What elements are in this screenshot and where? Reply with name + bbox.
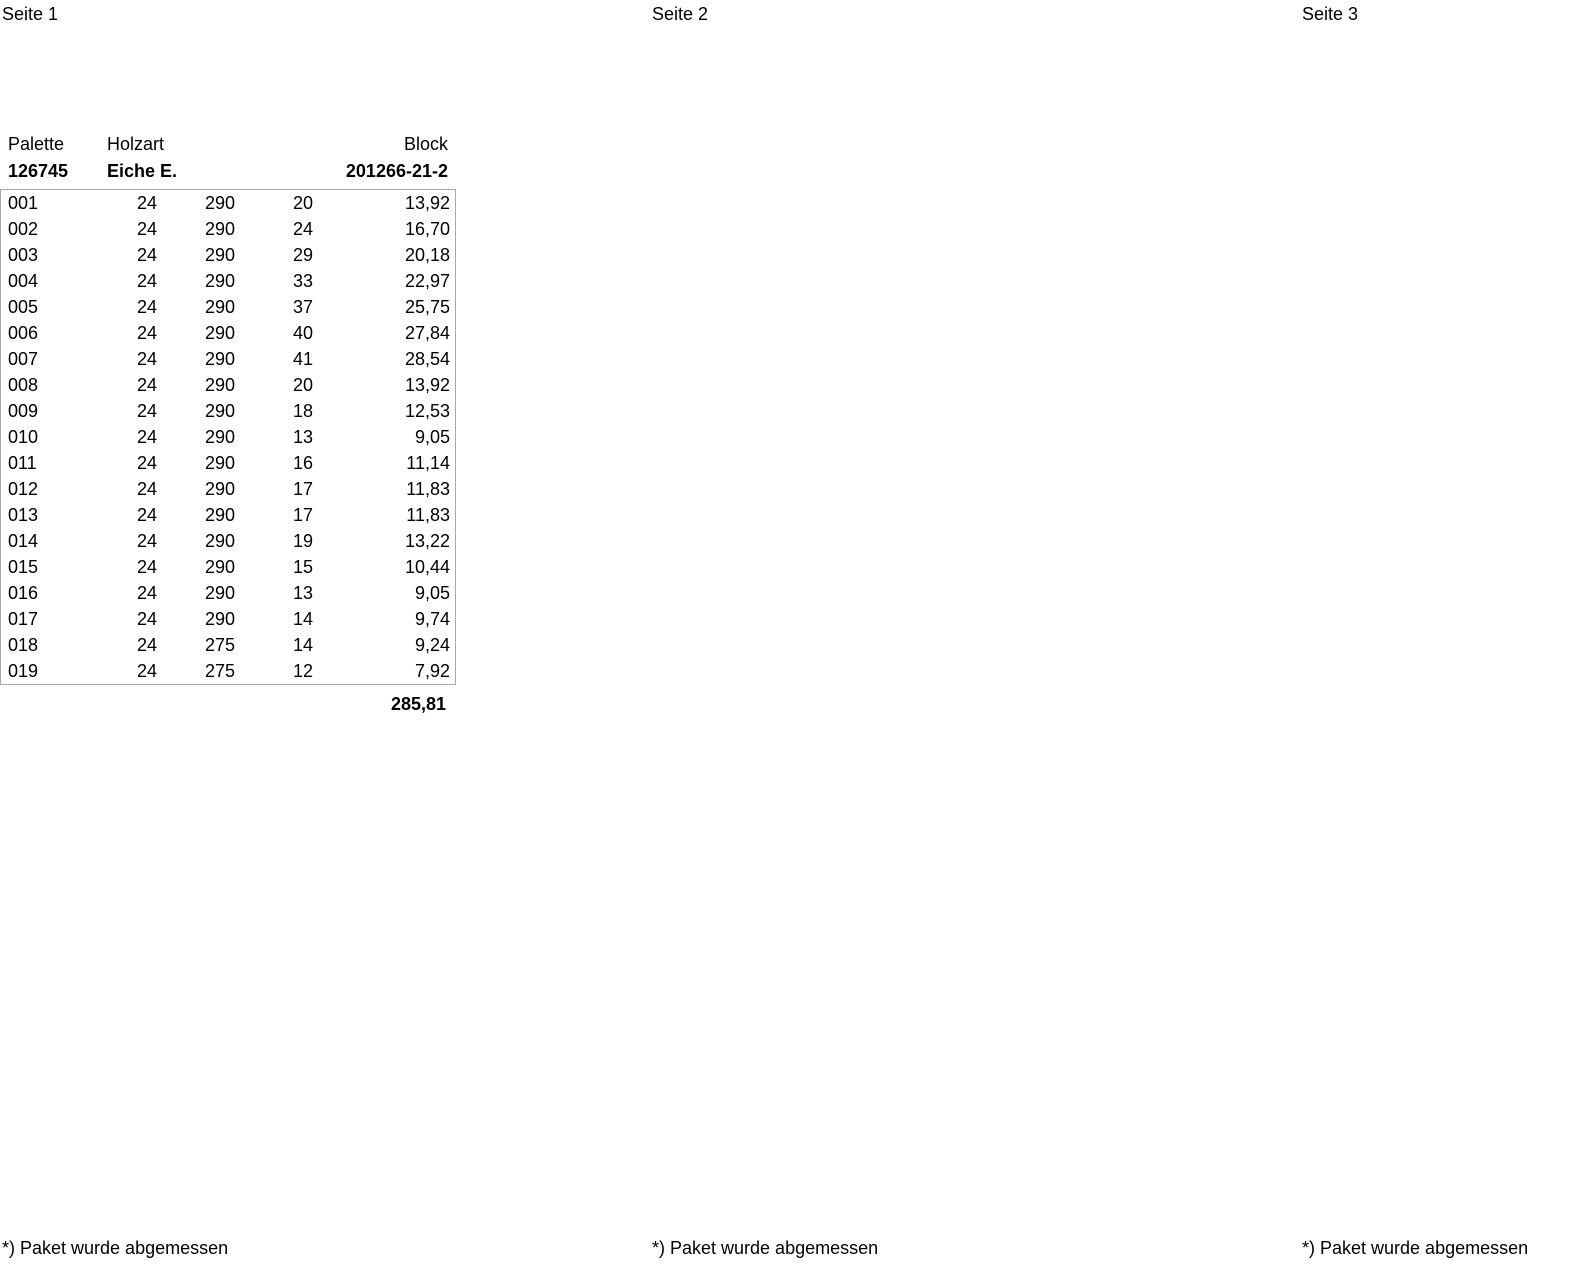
row-value-a: 24 bbox=[136, 349, 157, 369]
row-number: 009 bbox=[8, 401, 39, 421]
row-volume: 11,14 bbox=[406, 453, 450, 473]
table-row bbox=[1, 346, 455, 372]
table-row bbox=[1, 528, 455, 554]
table-row bbox=[1, 216, 455, 242]
row-volume: 25,75 bbox=[404, 297, 450, 317]
row-number: 005 bbox=[8, 297, 39, 317]
row-value-b: 290 bbox=[204, 297, 235, 317]
row-volume: 20,18 bbox=[404, 245, 450, 265]
row-value-c: 15 bbox=[292, 557, 313, 577]
row-value-a: 24 bbox=[136, 583, 157, 603]
row-value-c: 24 bbox=[292, 219, 313, 239]
row-value-a: 24 bbox=[136, 401, 157, 421]
row-number: 007 bbox=[8, 349, 39, 369]
row-volume: 9,05 bbox=[414, 427, 450, 447]
table-row bbox=[1, 502, 455, 528]
total-value: 285,81 bbox=[390, 694, 446, 714]
row-value-a: 24 bbox=[136, 661, 157, 681]
row-value-c: 17 bbox=[292, 505, 313, 525]
table-row bbox=[1, 242, 455, 268]
table-row bbox=[1, 294, 455, 320]
row-volume: 16,70 bbox=[404, 219, 450, 239]
row-volume: 11,83 bbox=[406, 505, 450, 525]
page-label-3: Seite 3 bbox=[1302, 4, 1359, 24]
row-value-b: 290 bbox=[204, 245, 235, 265]
row-value-a: 24 bbox=[136, 505, 157, 525]
row-value-c: 40 bbox=[292, 323, 313, 343]
row-value-b: 290 bbox=[204, 349, 235, 369]
row-volume: 28,54 bbox=[404, 349, 450, 369]
table-row bbox=[1, 580, 455, 606]
row-value-a: 24 bbox=[136, 323, 157, 343]
row-value-b: 275 bbox=[204, 635, 235, 655]
holzart-value: Eiche E. bbox=[107, 161, 178, 181]
holzart-label: Holzart bbox=[107, 134, 165, 154]
row-value-a: 24 bbox=[136, 219, 157, 239]
table-row bbox=[1, 450, 455, 476]
row-volume: 27,84 bbox=[404, 323, 450, 343]
row-value-c: 37 bbox=[292, 297, 313, 317]
row-value-b: 275 bbox=[204, 661, 235, 681]
table-row bbox=[1, 372, 455, 398]
row-value-b: 290 bbox=[204, 505, 235, 525]
row-value-c: 33 bbox=[292, 271, 313, 291]
footnote-1: *) Paket wurde abgemessen bbox=[2, 1238, 229, 1258]
row-number: 015 bbox=[8, 557, 39, 577]
row-value-a: 24 bbox=[136, 193, 157, 213]
row-number: 004 bbox=[8, 271, 39, 291]
row-value-c: 17 bbox=[292, 479, 313, 499]
row-number: 006 bbox=[8, 323, 39, 343]
row-number: 011 bbox=[8, 453, 37, 473]
row-value-b: 290 bbox=[204, 557, 235, 577]
row-value-c: 41 bbox=[292, 349, 313, 369]
row-value-c: 19 bbox=[292, 531, 313, 551]
row-value-c: 29 bbox=[292, 245, 313, 265]
footnote-3: *) Paket wurde abgemessen bbox=[1302, 1238, 1529, 1258]
block-label: Block bbox=[403, 134, 448, 154]
row-value-b: 290 bbox=[204, 219, 235, 239]
row-number: 003 bbox=[8, 245, 39, 265]
table-row bbox=[1, 398, 455, 424]
row-value-c: 13 bbox=[292, 427, 313, 447]
row-number: 008 bbox=[8, 375, 39, 395]
page-label-2: Seite 2 bbox=[652, 4, 709, 24]
row-number: 014 bbox=[8, 531, 39, 551]
row-value-a: 24 bbox=[136, 297, 157, 317]
row-value-c: 12 bbox=[292, 661, 313, 681]
row-volume: 9,24 bbox=[414, 635, 450, 655]
row-volume: 10,44 bbox=[404, 557, 450, 577]
row-value-b: 290 bbox=[204, 323, 235, 343]
row-volume: 13,92 bbox=[404, 375, 450, 395]
row-value-b: 290 bbox=[204, 427, 235, 447]
row-number: 002 bbox=[8, 219, 39, 239]
row-volume: 7,92 bbox=[414, 661, 450, 681]
row-value-a: 24 bbox=[136, 635, 157, 655]
table-row bbox=[1, 606, 455, 632]
row-value-b: 290 bbox=[204, 453, 235, 473]
row-value-a: 24 bbox=[136, 375, 157, 395]
table-row bbox=[1, 320, 455, 346]
row-value-c: 13 bbox=[292, 583, 313, 603]
table-row bbox=[1, 268, 455, 294]
row-value-a: 24 bbox=[136, 557, 157, 577]
row-volume: 12,53 bbox=[404, 401, 450, 421]
row-value-a: 24 bbox=[136, 245, 157, 265]
row-number: 012 bbox=[8, 479, 39, 499]
table-row bbox=[1, 658, 455, 684]
table-row bbox=[1, 554, 455, 580]
footnote-2: *) Paket wurde abgemessen bbox=[652, 1238, 879, 1258]
palette-label: Palette bbox=[8, 134, 65, 154]
row-volume: 22,97 bbox=[404, 271, 450, 291]
row-value-c: 14 bbox=[292, 635, 313, 655]
block-value: 201266-21-2 bbox=[345, 161, 448, 181]
row-value-b: 290 bbox=[204, 375, 235, 395]
row-volume: 9,05 bbox=[414, 583, 450, 603]
row-value-b: 290 bbox=[204, 609, 235, 629]
table-row bbox=[1, 190, 455, 216]
row-value-c: 14 bbox=[292, 609, 313, 629]
row-volume: 13,92 bbox=[404, 193, 450, 213]
row-value-c: 20 bbox=[292, 375, 313, 395]
row-value-c: 16 bbox=[292, 453, 313, 473]
row-volume: 13,22 bbox=[404, 531, 450, 551]
palette-value: 126745 bbox=[8, 161, 69, 181]
row-volume: 11,83 bbox=[406, 479, 450, 499]
row-value-b: 290 bbox=[204, 583, 235, 603]
row-value-b: 290 bbox=[204, 271, 235, 291]
row-value-a: 24 bbox=[136, 453, 157, 473]
row-number: 017 bbox=[8, 609, 39, 629]
row-value-c: 18 bbox=[292, 401, 313, 421]
row-number: 001 bbox=[8, 193, 39, 213]
row-value-b: 290 bbox=[204, 479, 235, 499]
row-value-b: 290 bbox=[204, 193, 235, 213]
row-value-a: 24 bbox=[136, 531, 157, 551]
table-row bbox=[1, 476, 455, 502]
row-number: 018 bbox=[8, 635, 39, 655]
data-table bbox=[0, 189, 456, 685]
row-value-c: 20 bbox=[292, 193, 313, 213]
row-value-a: 24 bbox=[136, 427, 157, 447]
row-value-a: 24 bbox=[136, 609, 157, 629]
row-value-a: 24 bbox=[136, 271, 157, 291]
row-volume: 9,74 bbox=[414, 609, 450, 629]
row-number: 016 bbox=[8, 583, 39, 603]
row-number: 019 bbox=[8, 661, 39, 681]
table-row bbox=[1, 632, 455, 658]
table-row bbox=[1, 424, 455, 450]
page-label-1: Seite 1 bbox=[2, 4, 59, 24]
row-number: 013 bbox=[8, 505, 39, 525]
row-value-a: 24 bbox=[136, 479, 157, 499]
row-value-b: 290 bbox=[204, 531, 235, 551]
row-number: 010 bbox=[8, 427, 39, 447]
row-value-b: 290 bbox=[204, 401, 235, 421]
